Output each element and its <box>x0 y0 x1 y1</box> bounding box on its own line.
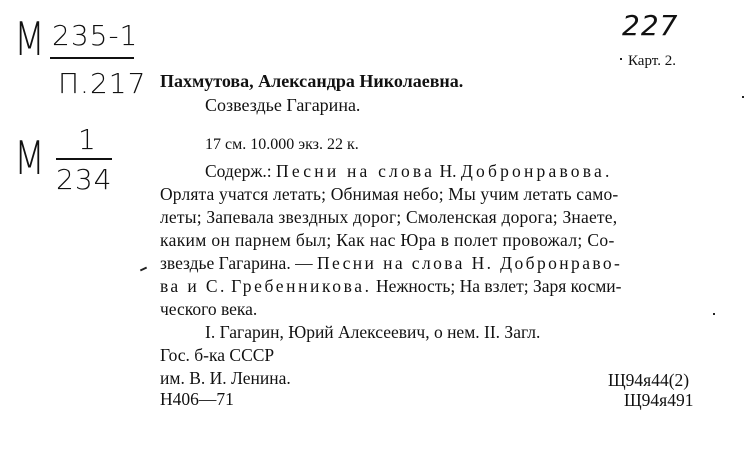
contents-line-5 <box>160 255 622 273</box>
contents-author-name: Добронравова. <box>460 161 613 181</box>
scan-speck <box>620 58 622 60</box>
handwritten-m-2: М <box>14 131 45 185</box>
card-author: Пахмутова, Александра Николаевна. <box>160 71 464 91</box>
code-left: Н406—71 <box>160 389 234 409</box>
contents-line-2: Орлята учатся летать; Обнимая небо; Мы учим летать само- <box>160 184 619 204</box>
handwritten-shelf-1-top: 235-1 <box>52 19 139 52</box>
contents-line-6-a: ва и С. <box>160 276 227 296</box>
scan-speck <box>742 96 744 98</box>
code-right-2: Щ94я491 <box>624 390 694 410</box>
contents-songs-on-words: Песни на слова <box>276 161 436 181</box>
scan-speck <box>140 267 147 272</box>
contents-line-6-b: Гребенникова. <box>231 276 372 296</box>
contents-line-3: леты; Запевала звездных дорог; Смоленская дорога; Знаете, <box>160 207 618 227</box>
card-title: Созвездье Гагарина. <box>205 95 361 115</box>
scan-speck <box>713 313 715 315</box>
handwritten-shelf-1-bottom: П.217 <box>58 67 147 100</box>
handwritten-shelf-2-bottom: 234 <box>56 163 113 196</box>
contents-line-1 <box>205 163 613 181</box>
contents-line-5-b: Песни на слова Н. Добронраво- <box>316 253 623 273</box>
contents-line-4: каким он парнем был; Как нас Юра в полет провожал; Со- <box>160 230 615 250</box>
code-right-1: Щ94я44(2) <box>608 370 690 390</box>
contents-line-6 <box>160 278 622 296</box>
contents-label: Содерж.: <box>205 161 272 181</box>
handwritten-shelf-2-top: 1 <box>78 123 97 156</box>
contents-line-7: ческого века. <box>160 299 258 319</box>
handwritten-fraction-line-1 <box>50 57 134 59</box>
handwritten-card-number: 227 <box>622 9 679 42</box>
contents-line-5-a: звездье Гагарина. — <box>160 253 313 273</box>
handwritten-m-1: М <box>14 12 45 66</box>
handwritten-fraction-line-2 <box>56 158 112 160</box>
subject-headings: I. Гагарин, Юрий Алексеевич, о нем. II. Загл. <box>205 322 541 342</box>
contents-initial: Н. <box>439 161 457 181</box>
library-line-2: им. В. И. Ленина. <box>160 368 291 388</box>
card-sequence: Карт. 2. <box>628 53 676 69</box>
contents-line-6-c: Нежность; На взлет; Заря косми- <box>375 276 622 296</box>
library-line-1: Гос. б-ка СССР <box>160 345 275 365</box>
card-physical-description: 17 см. 10.000 экз. 22 к. <box>205 136 359 153</box>
